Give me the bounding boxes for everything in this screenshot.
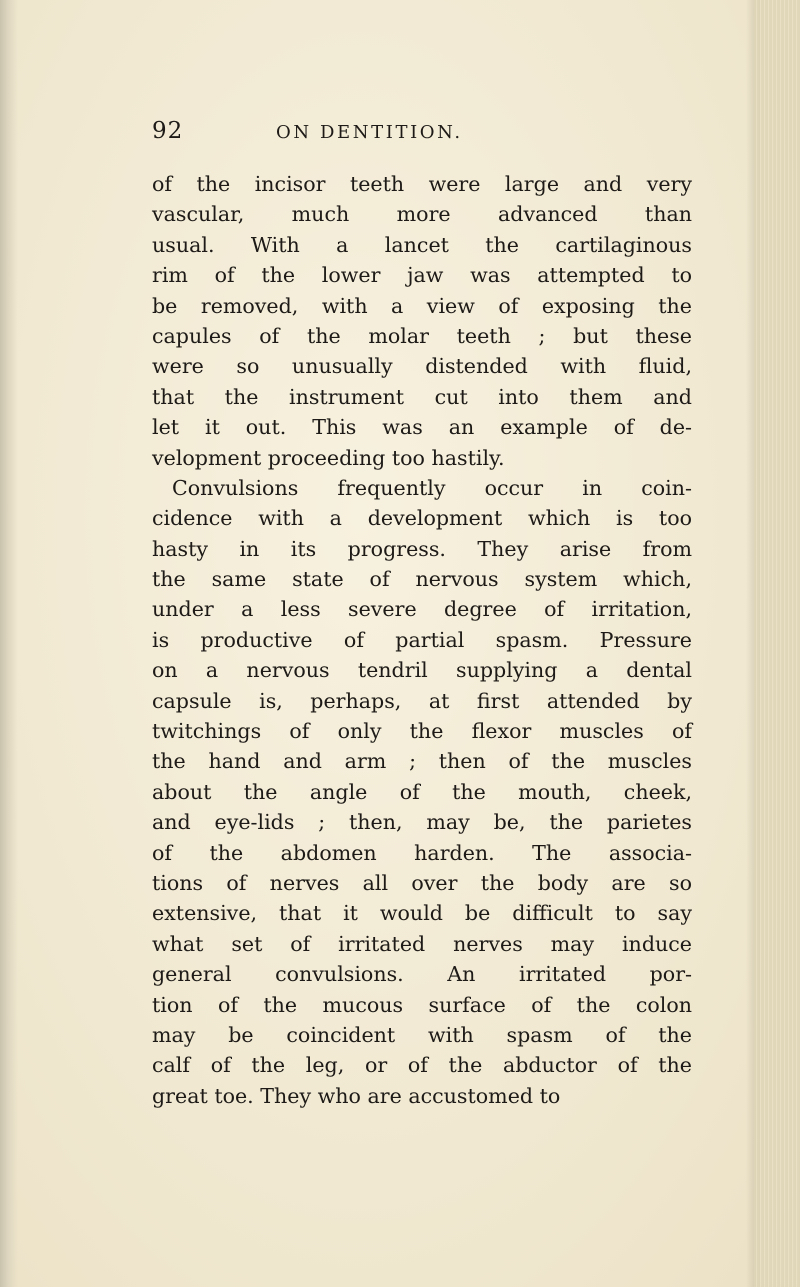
text-line: capsule is, perhaps, at first attended by [152,688,692,713]
binding-gutter-shadow [0,0,18,1287]
text-line: and eye-lids ; then, may be, the parietes [152,810,692,835]
text-line: may be coincident with spasm of the [152,1022,692,1047]
text-line: on a nervous tendril supplying a dental [152,658,692,683]
text-line: twitchings of only the flexor muscles of [152,719,692,744]
text-line: tions of nerves all over the body are so [152,870,692,895]
text-line: of the abdomen harden. The associa- [152,840,692,865]
text-line: usual. With a lancet the cartilaginous [152,232,692,257]
text-line: under a less severe degree of irritation, [152,597,692,622]
body-text [152,169,692,1111]
running-head: ON DENTITION. [276,122,463,143]
text-line: general convulsions. An irritated por- [152,962,692,987]
text-line: tion of the mucous surface of the colon [152,992,692,1017]
text-line: of the incisor teeth were large and very [152,172,692,196]
text-line: be removed, with a view of exposing the [152,293,692,318]
text-line: cidence with a development which is too [152,506,692,531]
text-line: hasty in its progress. They arise from [152,536,692,561]
text-line: let it out. This was an example of de- [152,415,692,440]
text-line: capules of the molar teeth ; but these [152,323,692,348]
page-edges [754,0,800,1287]
text-line: the same state of nervous system which, [152,567,692,592]
text-line: about the angle of the mouth, cheek, [152,779,692,804]
text-line: calf of the leg, or of the abductor of the [152,1053,692,1078]
text-line: rim of the lower jaw was attempted to [152,263,692,288]
text-line: were so unusually distended with fluid, [152,354,692,379]
text-line: vascular, much more advanced than [152,202,692,227]
text-line: velopment proceeding too hastily. [152,445,505,470]
text-line: extensive, that it would be difficult to say [152,901,692,926]
text-line: what set of irritated nerves may induce [152,931,692,956]
text-line: is productive of partial spasm. Pressure [152,627,692,652]
page-header [152,118,692,158]
text-line: great toe. They who are accustomed to [152,1083,561,1108]
text-line: Convulsions frequently occur in coin- [172,475,692,500]
text-line: that the instrument cut into them and [152,384,692,409]
page-number: 92 [152,118,184,144]
text-line: the hand and arm ; then of the muscles [152,749,692,774]
